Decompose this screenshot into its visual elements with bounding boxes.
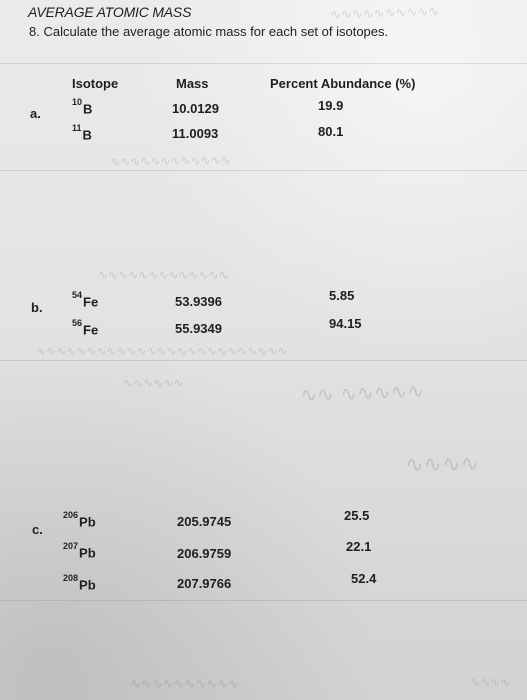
isotope-b10 bbox=[72, 97, 93, 117]
percent-abundance: 22.1 bbox=[346, 539, 372, 554]
mass-number: 56 bbox=[72, 318, 83, 328]
isotope-pb208 bbox=[63, 573, 96, 593]
isotope-pb207 bbox=[63, 541, 96, 561]
faint-rule-line bbox=[0, 170, 527, 171]
element-symbol: B bbox=[82, 127, 92, 143]
show-through-text: ∿∿∿∿∿∿∿∿∿∿∿∿∿∿∿∿∿∿∿∿∿∿∿∿∿ bbox=[36, 344, 288, 358]
isotope-mass: 55.9349 bbox=[175, 321, 222, 336]
isotope-pb206 bbox=[63, 510, 96, 530]
element-symbol: Fe bbox=[83, 294, 99, 310]
percent-abundance: 25.5 bbox=[344, 508, 370, 523]
isotope-fe56 bbox=[72, 318, 99, 338]
mass-number: 54 bbox=[72, 290, 83, 300]
show-through-text: ∿∿∿∿ bbox=[405, 451, 480, 478]
faint-rule-line bbox=[0, 600, 527, 601]
faint-rule-line bbox=[0, 360, 527, 361]
element-symbol: B bbox=[83, 101, 93, 117]
isotope-column-header: Isotope bbox=[72, 76, 119, 91]
show-through-text: ∿∿∿∿∿∿∿∿∿∿∿∿ bbox=[110, 152, 231, 169]
part-b-label: b. bbox=[31, 300, 43, 315]
isotope-mass: 11.0093 bbox=[172, 126, 219, 141]
percent-abundance: 5.85 bbox=[329, 288, 355, 303]
worksheet-title: AVERAGE ATOMIC MASS bbox=[28, 4, 192, 20]
percent-abundance: 52.4 bbox=[351, 571, 377, 586]
percent-abundance-column-header: Percent Abundance (%) bbox=[270, 76, 416, 91]
element-symbol: Pb bbox=[79, 514, 96, 530]
show-through-text: ∿∿∿∿∿∿∿∿∿∿ bbox=[330, 4, 440, 23]
faint-rule-line bbox=[0, 63, 527, 64]
show-through-text: ∿∿∿∿∿∿ bbox=[123, 376, 184, 390]
part-c-label: c. bbox=[32, 522, 43, 537]
percent-abundance: 94.15 bbox=[329, 316, 362, 331]
mass-number: 207 bbox=[63, 541, 79, 551]
show-through-text: ∿∿∿∿ bbox=[470, 675, 511, 689]
part-a-label: a. bbox=[30, 106, 41, 121]
isotope-mass: 10.0129 bbox=[172, 101, 219, 116]
question-prompt: 8. Calculate the average atomic mass for each set of isotopes. bbox=[29, 24, 389, 39]
mass-number: 208 bbox=[63, 573, 79, 583]
element-symbol: Pb bbox=[79, 545, 96, 561]
element-symbol: Pb bbox=[79, 577, 96, 593]
show-through-text: ∿∿ ∿∿∿∿∿ bbox=[300, 378, 425, 407]
percent-abundance: 19.9 bbox=[318, 98, 344, 113]
percent-abundance: 80.1 bbox=[318, 124, 344, 139]
element-symbol: Fe bbox=[83, 322, 99, 338]
isotope-mass: 205.9745 bbox=[177, 514, 232, 529]
mass-number: 206 bbox=[63, 510, 79, 520]
isotope-fe54 bbox=[72, 290, 99, 310]
isotope-mass: 207.9766 bbox=[177, 576, 232, 591]
isotope-mass: 206.9759 bbox=[177, 546, 232, 561]
show-through-text: ∿∿∿∿∿∿∿∿∿∿ bbox=[130, 677, 239, 692]
isotope-b11 bbox=[72, 123, 92, 143]
show-through-text: ∿∿∿∿∿∿∿∿∿∿∿∿∿ bbox=[98, 268, 229, 282]
mass-number: 10 bbox=[72, 97, 83, 107]
mass-column-header: Mass bbox=[176, 76, 209, 91]
mass-number: 11 bbox=[72, 123, 82, 133]
isotope-mass: 53.9396 bbox=[175, 294, 222, 309]
